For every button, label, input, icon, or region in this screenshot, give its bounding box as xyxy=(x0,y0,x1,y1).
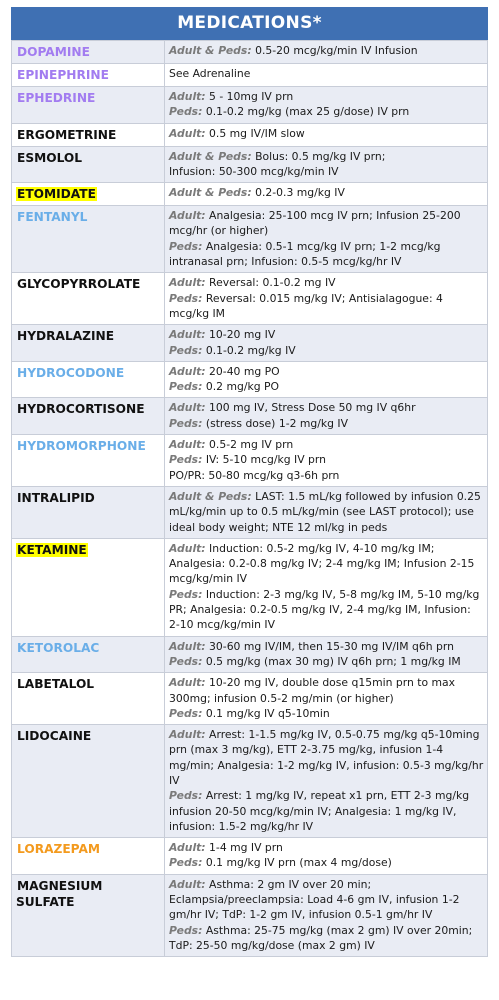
dosage-text: IV: 5-10 mcg/kg IV prn xyxy=(202,453,326,467)
medication-name: EPHEDRINE xyxy=(17,91,96,105)
medication-row xyxy=(12,361,488,398)
medication-name: KETAMINE xyxy=(17,542,87,557)
dosage-line xyxy=(169,104,484,119)
dosage-text: 10-20 mg IV xyxy=(205,328,276,342)
medication-name-cell xyxy=(12,398,165,435)
dosage-text: 5 - 10mg IV prn xyxy=(205,90,294,103)
dosage-text: Analgesia: 0.5-1 mcg/kg IV prn; 1-2 mcg/kg intranasal prn; Infusion: 0.5-5 mcg/kg/hr IV xyxy=(169,239,441,269)
dosage-line xyxy=(169,89,484,104)
dosage-group-label: Adult: xyxy=(169,728,206,742)
dosage-cell xyxy=(165,538,488,636)
medication-name: HYDROMORPHONE xyxy=(17,439,146,454)
dosage-group-label: Peds: xyxy=(169,291,203,305)
medication-name-cell xyxy=(12,538,165,636)
dosage-line xyxy=(169,149,484,164)
dosage-text: Analgesia: 25-100 mcg IV prn; Infusion 25-200 mcg/hr (or higher) xyxy=(169,209,461,238)
dosage-text: Bolus: 0.5 mg/kg IV prn; xyxy=(251,149,386,163)
dosage-line xyxy=(169,923,484,954)
dosage-line xyxy=(169,840,484,855)
medication-name-cell xyxy=(12,725,165,838)
medication-row xyxy=(12,183,488,206)
dosage-text: 0.2 mg/kg PO xyxy=(202,380,280,394)
dosage-text: Arrest: 1 mg/kg IV, repeat x1 prn, ETT 2-3 mg/kg infusion 20-50 mcg/kg/min IV; Analgesia: 1 mg/kg IV, infusion: 1.5-2 mg/kg/hr IV xyxy=(169,789,470,833)
dosage-group-label: Adult: xyxy=(169,401,206,415)
medication-name: DOPAMINE xyxy=(17,45,90,59)
medication-name: GLYCOPYRROLATE xyxy=(17,277,141,292)
dosage-group-label: Peds: xyxy=(169,343,203,357)
medication-row xyxy=(12,538,488,636)
dosage-group-label: Adult & Peds: xyxy=(169,186,252,200)
medication-name-cell xyxy=(12,123,165,146)
dosage-cell xyxy=(165,874,488,956)
dosage-text: 0.5 mg IV/IM slow xyxy=(205,126,305,140)
medication-row xyxy=(12,206,488,273)
medication-name: ESMOLOL xyxy=(17,150,83,165)
dosage-text: Induction: 2-3 mg/kg IV, 5-8 mg/kg IM, 5-10 mg/kg PR; Analgesia: 0.2-0.5 mg/kg IV, 2-4 mg/kg IM, Infusion: 2-10 mcg/kg/min IV xyxy=(169,587,480,632)
medication-name-cell xyxy=(12,636,165,673)
dosage-group-label: Adult: xyxy=(169,676,206,690)
dosage-group-label: Peds: xyxy=(169,105,203,119)
dosage-cell xyxy=(165,673,488,725)
dosage-line xyxy=(169,364,484,379)
dosage-line xyxy=(169,788,484,834)
dosage-line xyxy=(169,379,484,394)
medication-name: HYDROCODONE xyxy=(17,365,125,380)
dosage-cell xyxy=(165,41,488,64)
dosage-cell xyxy=(165,325,488,362)
dosage-group-label: Adult: xyxy=(169,209,206,223)
dosage-text: Reversal: 0.1-0.2 mg IV xyxy=(205,276,336,290)
dosage-cell xyxy=(165,146,488,183)
dosage-text: 0.1-0.2 mg/kg IV xyxy=(202,343,296,357)
dosage-group-label: Adult: xyxy=(169,877,206,891)
medication-name: FENTANYL xyxy=(17,210,88,225)
dosage-text: 1-4 mg IV prn xyxy=(205,841,283,855)
medication-name-cell xyxy=(12,361,165,398)
dosage-text: 0.1 mg/kg IV prn (max 4 mg/dose) xyxy=(202,856,392,870)
dosage-line xyxy=(169,416,484,431)
dosage-text: PO/PR: 50-80 mcg/kg q3-6h prn xyxy=(169,468,340,482)
medication-name: LIDOCAINE xyxy=(17,729,92,744)
dosage-group-label: Peds: xyxy=(169,453,203,467)
medication-name: MAGNESIUM SULFATE xyxy=(16,878,103,909)
dosage-text: Induction: 0.5-2 mg/kg IV, 4-10 mg/kg IM; Analgesia: 0.2-0.8 mg/kg IV; 2-4 mg/kg IM; Infusion 2-15 mcg/kg/min IV xyxy=(169,541,475,586)
page-title: MEDICATIONS* xyxy=(11,7,488,40)
dosage-cell xyxy=(165,123,488,146)
dosage-line xyxy=(169,489,484,535)
medication-name-cell xyxy=(12,183,165,206)
dosage-text: Infusion: 50-300 mcg/kg/min IV xyxy=(169,164,339,178)
dosage-line xyxy=(169,675,484,706)
dosage-text: 0.1-0.2 mg/kg (max 25 g/dose) IV prn xyxy=(202,105,410,119)
medication-row xyxy=(12,435,488,487)
dosage-group-label: Adult: xyxy=(169,328,206,342)
medication-name-cell xyxy=(12,146,165,183)
dosage-cell xyxy=(165,398,488,435)
medication-name: LORAZEPAM xyxy=(17,842,101,857)
dosage-group-label: Peds: xyxy=(169,923,203,937)
dosage-line xyxy=(169,66,484,81)
medication-row xyxy=(12,673,488,725)
dosage-group-label: Peds: xyxy=(169,706,203,720)
dosage-text: 0.2-0.3 mg/kg IV xyxy=(251,186,345,200)
medication-name-cell xyxy=(12,206,165,273)
medication-name-cell xyxy=(12,41,165,64)
medication-row xyxy=(12,838,488,875)
dosage-group-label: Peds: xyxy=(169,856,203,870)
dosage-line xyxy=(169,185,484,200)
dosage-text: Reversal: 0.015 mg/kg IV; Antisialagogue: 4 mcg/kg IM xyxy=(169,291,443,320)
medication-table-body xyxy=(12,41,488,957)
dosage-line xyxy=(169,452,484,467)
dosage-group-label: Adult: xyxy=(169,90,206,103)
medication-name: HYDRALAZINE xyxy=(17,329,115,344)
medication-name-cell xyxy=(12,273,165,325)
dosage-line xyxy=(169,541,484,587)
medication-name: ERGOMETRINE xyxy=(17,127,117,142)
dosage-cell xyxy=(165,725,488,838)
medication-row xyxy=(12,273,488,325)
dosage-cell xyxy=(165,183,488,206)
dosage-text: Arrest: 1-1.5 mg/kg IV, 0.5-0.75 mg/kg q5-10ming prn (max 3 mg/kg), ETT 2-3.75 mg/kg, infusion 1-4 mg/min; Analgesia: 1-2 mg/kg IV, infusion: 0.5-3 mg/kg/hr IV xyxy=(169,728,484,787)
dosage-line xyxy=(169,126,484,141)
medication-name-cell xyxy=(12,435,165,487)
dosage-group-label: Adult: xyxy=(169,126,206,140)
dosage-line xyxy=(169,291,484,322)
medication-name-cell xyxy=(12,325,165,362)
dosage-group-label: Adult & Peds: xyxy=(169,489,252,503)
dosage-line xyxy=(169,468,484,483)
medications-sheet xyxy=(11,7,488,957)
dosage-text: Asthma: 2 gm IV over 20 min; Eclampsia/preeclampsia: Load 4-6 gm IV, infusion 1-2 gm/hr IV; TdP: 1-2 gm IV, infusion 0.5-1 gm/hr IV xyxy=(169,877,460,922)
dosage-group-label: Peds: xyxy=(169,239,203,253)
dosage-line xyxy=(169,587,484,633)
medication-name: HYDROCORTISONE xyxy=(17,402,145,417)
dosage-cell xyxy=(165,838,488,875)
medication-table xyxy=(11,40,488,957)
medication-row xyxy=(12,64,488,87)
dosage-line xyxy=(169,855,484,870)
dosage-text: 0.5 mg/kg (max 30 mg) IV q6h prn; 1 mg/kg IM xyxy=(202,654,461,668)
dosage-cell xyxy=(165,361,488,398)
medication-row xyxy=(12,725,488,838)
dosage-group-label: Peds: xyxy=(169,380,203,394)
dosage-text: (stress dose) 1-2 mg/kg IV xyxy=(202,416,349,430)
dosage-text: 0.1 mg/kg IV q5-10min xyxy=(202,706,330,720)
dosage-group-label: Peds: xyxy=(169,654,203,668)
medication-name-cell xyxy=(12,838,165,875)
dosage-text: 100 mg IV, Stress Dose 50 mg IV q6hr xyxy=(205,401,416,415)
dosage-line xyxy=(169,877,484,923)
dosage-cell xyxy=(165,273,488,325)
dosage-group-label: Adult: xyxy=(169,541,206,555)
dosage-line xyxy=(169,327,484,342)
dosage-cell xyxy=(165,435,488,487)
dosage-group-label: Adult: xyxy=(169,438,206,452)
medication-name-cell xyxy=(12,64,165,87)
dosage-cell xyxy=(165,87,488,124)
dosage-group-label: Adult: xyxy=(169,841,206,855)
dosage-text: 30-60 mg IV/IM, then 15-30 mg IV/IM q6h prn xyxy=(205,639,454,653)
dosage-line xyxy=(169,275,484,290)
medication-row xyxy=(12,325,488,362)
dosage-line xyxy=(169,727,484,788)
dosage-group-label: Adult: xyxy=(169,364,206,378)
medication-row xyxy=(12,874,488,956)
dosage-group-label: Adult: xyxy=(169,276,206,290)
dosage-cell xyxy=(165,486,488,538)
medication-row xyxy=(12,486,488,538)
medication-name: EPINEPHRINE xyxy=(17,68,109,82)
dosage-group-label: Peds: xyxy=(169,416,203,430)
dosage-group-label: Peds: xyxy=(169,587,203,601)
medication-name-cell xyxy=(12,874,165,956)
dosage-cell xyxy=(165,64,488,87)
dosage-cell xyxy=(165,206,488,273)
dosage-line xyxy=(169,164,484,179)
dosage-line xyxy=(169,639,484,654)
dosage-text: 0.5-2 mg IV prn xyxy=(205,438,294,452)
medication-row xyxy=(12,123,488,146)
medication-name: KETOROLAC xyxy=(17,640,100,655)
dosage-line xyxy=(169,239,484,270)
dosage-line xyxy=(169,343,484,358)
dosage-text: 20-40 mg PO xyxy=(205,364,280,378)
dosage-group-label: Peds: xyxy=(169,789,203,803)
dosage-group-label: Adult & Peds: xyxy=(169,44,252,57)
dosage-group-label: Adult & Peds: xyxy=(169,149,252,163)
medication-row xyxy=(12,636,488,673)
dosage-line xyxy=(169,400,484,415)
medication-row xyxy=(12,41,488,64)
medication-name-cell xyxy=(12,486,165,538)
medication-row xyxy=(12,146,488,183)
dosage-text: 10-20 mg IV, double dose q15min prn to max 300mg; infusion 0.5-2 mg/min (or higher) xyxy=(169,676,456,705)
medication-row xyxy=(12,398,488,435)
medication-name: ETOMIDATE xyxy=(17,187,96,202)
dosage-text: LAST: 1.5 mL/kg followed by infusion 0.25 mL/kg/min up to 0.5 mL/kg/min (see LAST protocol); use ideal body weight; NTE 12 ml/kg in peds xyxy=(169,489,481,534)
medication-name: INTRALIPID xyxy=(17,490,95,505)
medication-name-cell xyxy=(12,87,165,124)
dosage-line xyxy=(169,706,484,721)
dosage-group-label: Adult: xyxy=(169,639,206,653)
dosage-text: See Adrenaline xyxy=(169,67,251,80)
dosage-line xyxy=(169,43,484,58)
dosage-line xyxy=(169,208,484,239)
dosage-text: Asthma: 25-75 mg/kg (max 2 gm) IV over 20min; TdP: 25-50 mg/kg/dose (max 2 gm) IV xyxy=(169,923,473,952)
dosage-cell xyxy=(165,636,488,673)
dosage-text: 0.5-20 mcg/kg/min IV Infusion xyxy=(251,44,418,57)
dosage-line xyxy=(169,437,484,452)
medication-name: LABETALOL xyxy=(17,677,95,692)
medication-row xyxy=(12,87,488,124)
medication-name-cell xyxy=(12,673,165,725)
dosage-line xyxy=(169,654,484,669)
